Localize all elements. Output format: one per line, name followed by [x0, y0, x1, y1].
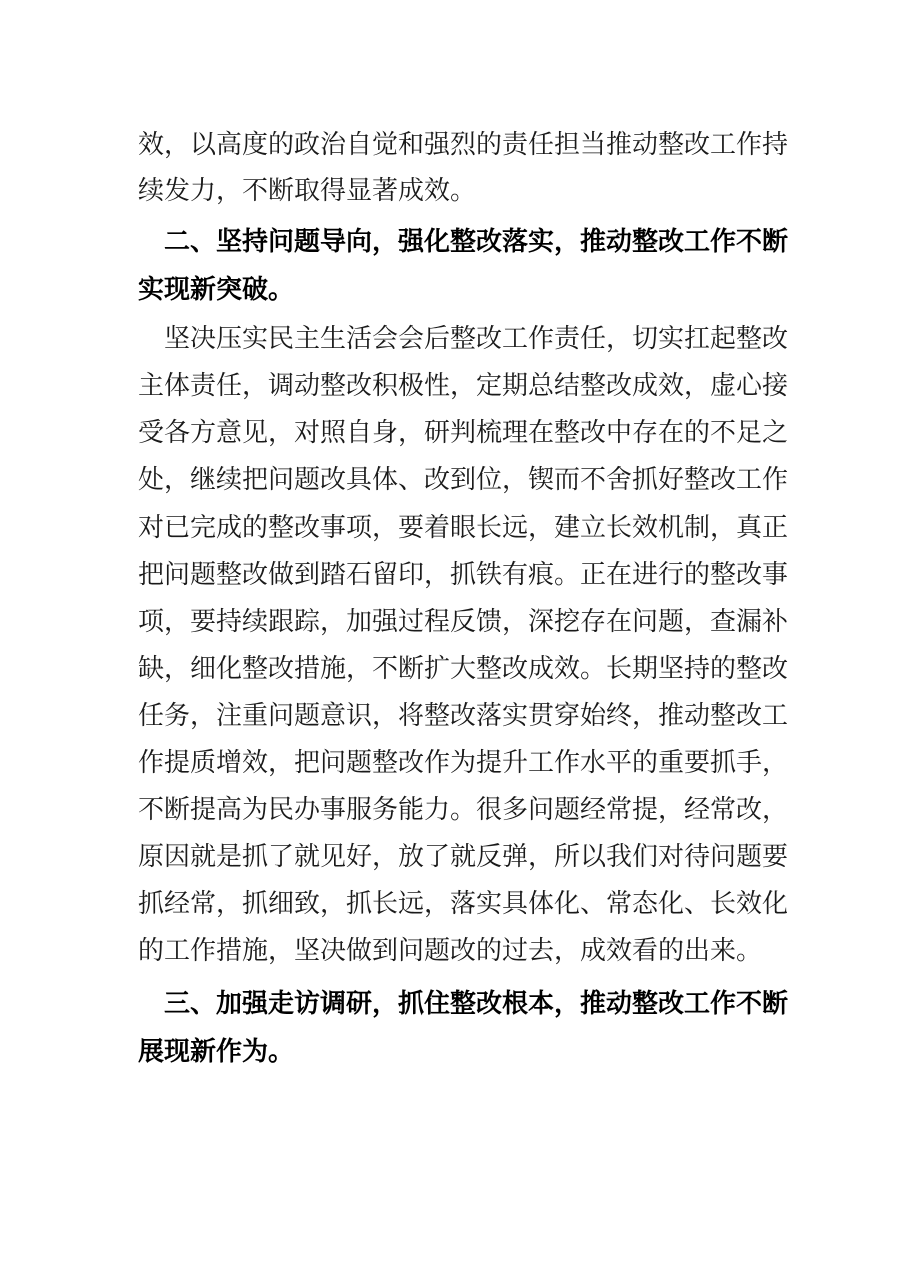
- body-line-6: 把问题整改做到踏石留印，抓铁有痕。正在进行的整改事: [138, 560, 789, 590]
- intro-line-2: 续发力，不断取得显著成效。: [138, 176, 477, 206]
- heading-two-line-1: 二、坚持问题导向，强化整改落实，推动整改工作不断: [138, 227, 789, 257]
- body-line-3: 受各方意见，对照自身，研判梳理在整改中存在的不足之: [138, 418, 789, 448]
- body-line-9: 任务，注重问题意识，将整改落实贯穿始终，推动整改工: [138, 701, 789, 731]
- body-line-10: 作提质增效，把问题整改作为提升工作水平的重要抓手，: [138, 748, 789, 778]
- body-line-5: 对已完成的整改事项，要着眼长远，建立长效机制，真正: [138, 513, 789, 543]
- body-line-13: 抓经常，抓细致，抓长远，落实具体化、常态化、长效化: [138, 889, 789, 919]
- body-line-14: 的工作措施，坚决做到问题改的过去，成效看的出来。: [138, 936, 763, 966]
- heading-three-line-1: 三、加强走访调研，抓住整改根本，推动整改工作不断: [138, 989, 789, 1019]
- body-line-1: 坚决压实民主生活会会后整改工作责任，切实扛起整改: [138, 324, 789, 354]
- heading-two-line-2: 实现新突破。: [138, 275, 295, 305]
- body-line-7: 项，要持续跟踪，加强过程反馈，深挖存在问题，查漏补: [138, 607, 789, 637]
- body-line-11: 不断提高为民办事服务能力。很多问题经常提，经常改，: [138, 795, 789, 825]
- body-line-4: 处，继续把问题改具体、改到位，锲而不舍抓好整改工作: [138, 465, 789, 495]
- body-line-12: 原因就是抓了就见好，放了就反弹，所以我们对待问题要: [138, 842, 789, 872]
- intro-line-1: 效，以高度的政治自觉和强烈的责任担当推动整改工作持: [138, 130, 789, 160]
- body-line-8: 缺，细化整改措施，不断扩大整改成效。长期坚持的整改: [138, 654, 789, 684]
- body-line-2: 主体责任，调动整改积极性，定期总结整改成效，虚心接: [138, 371, 789, 401]
- heading-three-line-2: 展现新作为。: [138, 1037, 295, 1067]
